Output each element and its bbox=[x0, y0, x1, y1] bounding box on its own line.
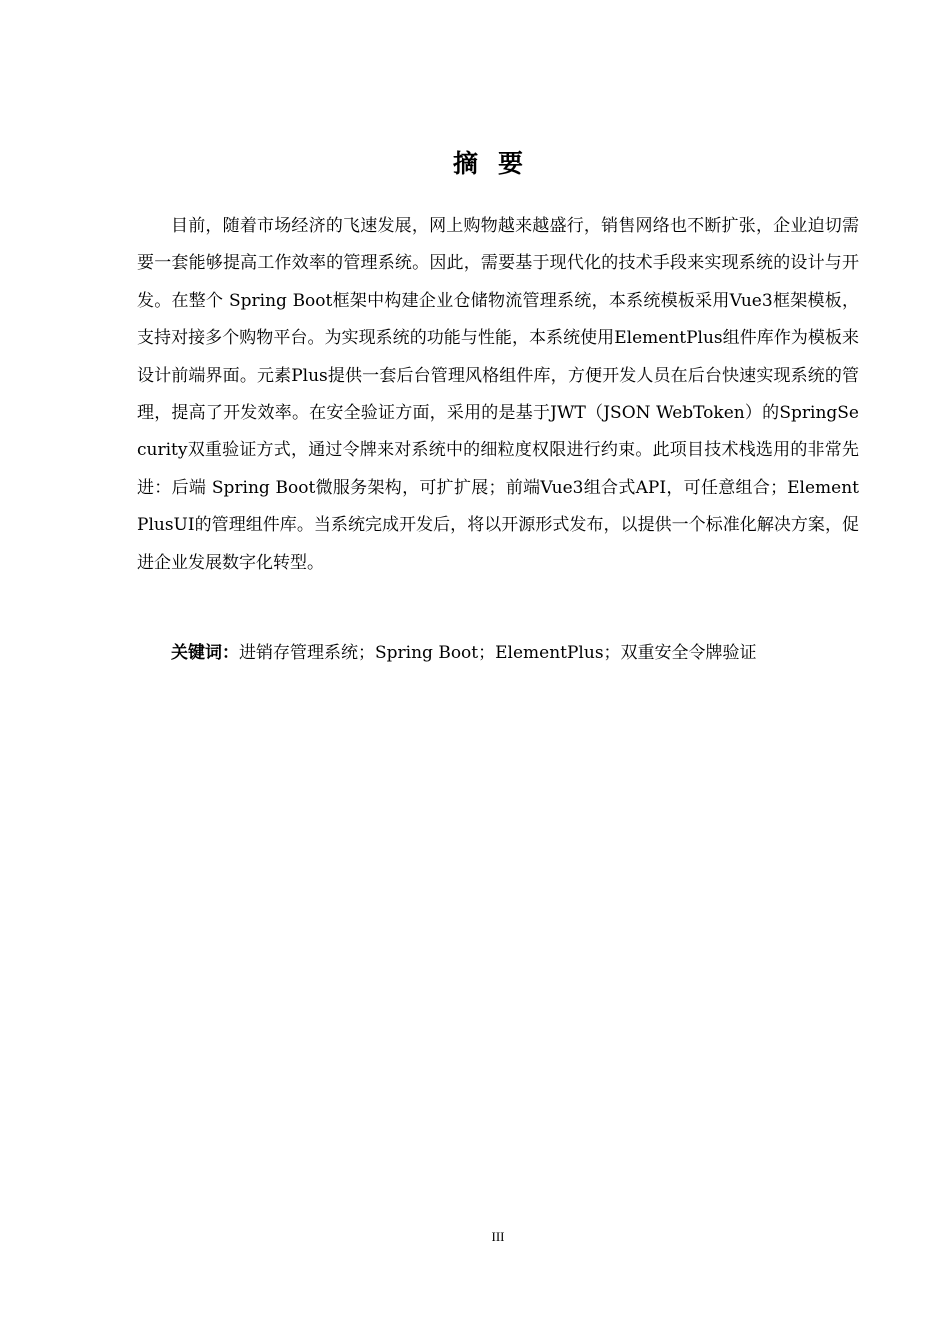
keywords-label: 关键词： bbox=[171, 643, 239, 663]
abstract-body: 目前，随着市场经济的飞速发展，网上购物越来越盛行，销售网络也不断扩张，企业迫切需要一套能够提高工作效率的管理系统。因此，需要基于现代化的技术手段来实现系统的设计与开发。在整个 Spring Boot框架中构建企业仓储物流管理系统，本系统模板采用Vue3框架模板，支持对接多个购物平台。为实现系统的功能与性能，本系统使用ElementPlus组件库作为模板来设计前端界面。元素Plus提供一套后台管理风格组件库，方便开发人员在后台快速实现系统的管理，提高了开发效率。在安全验证方面，采用的是基于JWT（JSON WebToken）的SpringSecurity双重验证方式，通过令牌来对系统中的细粒度权限进行约束。此项目技术栈选用的非常先进：后端 Spring Boot微服务架构，可扩扩展；前端Vue3组合式API，可任意组合；ElementPlusUI的管理组件库。当系统完成开发后，将以开源形式发布，以提供一个标准化解决方案，促进企业发展数字化转型。 bbox=[137, 216, 859, 573]
keywords-text: 进销存管理系统；Spring Boot；ElementPlus；双重安全令牌验证 bbox=[239, 643, 757, 663]
keywords-line bbox=[171, 636, 861, 670]
abstract-title: 摘要 bbox=[452, 149, 543, 178]
page-number: III bbox=[491, 1229, 505, 1244]
